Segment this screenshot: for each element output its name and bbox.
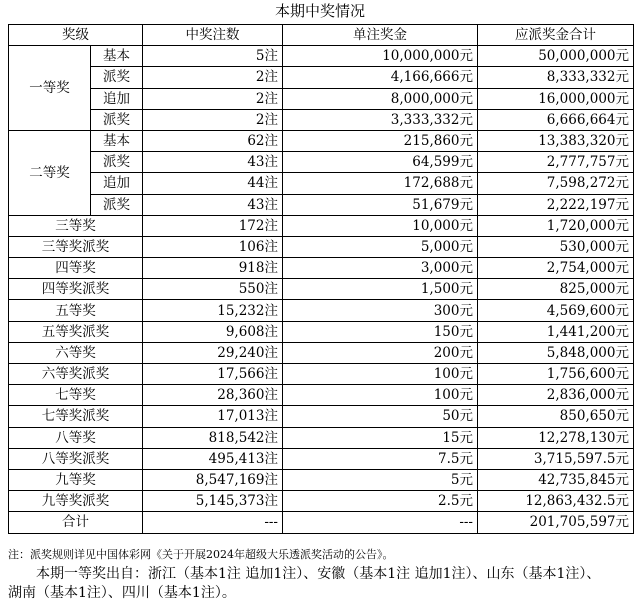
table-header-row: [9, 25, 634, 46]
table-row: [9, 427, 634, 448]
table-row: [9, 300, 634, 321]
prize-level-name: 四等奖派奖: [9, 279, 143, 300]
winner-count: 918注: [143, 258, 283, 279]
total-prize: 12,863,432.5元: [478, 491, 634, 512]
winner-count: 106注: [143, 236, 283, 257]
total-prize: 825,000元: [478, 279, 634, 300]
table-row: [9, 364, 634, 385]
winner-count: 43注: [143, 152, 283, 173]
table-row: [9, 215, 634, 236]
total-label: 合计: [9, 512, 143, 533]
single-prize: 51,679元: [283, 194, 478, 215]
table-row: [9, 342, 634, 363]
single-prize: 10,000,000元: [283, 46, 478, 67]
total-prize: 2,777,757元: [478, 152, 634, 173]
prize-sub-type: 基本: [91, 130, 143, 151]
winners-paragraph: [8, 565, 633, 603]
prize-level-name: 四等奖: [9, 258, 143, 279]
single-prize: 3,000元: [283, 258, 478, 279]
header-level: 奖级: [9, 25, 143, 46]
table-row: [9, 469, 634, 490]
winner-count: 17,013注: [143, 406, 283, 427]
table-row: [9, 109, 634, 130]
total-prize: 13,383,320元: [478, 130, 634, 151]
total-prize: 530,000元: [478, 236, 634, 257]
winner-count: 2注: [143, 67, 283, 88]
winner-count: 172注: [143, 215, 283, 236]
prize-table: [8, 24, 634, 534]
prize-level-name: 二等奖: [9, 130, 91, 215]
table-row: [9, 236, 634, 257]
header-prize: 单注奖金: [283, 25, 478, 46]
winner-count: 29,240注: [143, 342, 283, 363]
single-prize: 3,333,332元: [283, 109, 478, 130]
single-prize: 8,000,000元: [283, 88, 478, 109]
table-row: [9, 152, 634, 173]
prize-level-name: 九等奖派奖: [9, 491, 143, 512]
total-prize: 2,836,000元: [478, 385, 634, 406]
single-prize: 100元: [283, 364, 478, 385]
total-single-prize: ---: [283, 512, 478, 533]
prize-level-name: 八等奖: [9, 427, 143, 448]
single-prize: 15元: [283, 427, 478, 448]
winner-count: 15,232注: [143, 300, 283, 321]
single-prize: 200元: [283, 342, 478, 363]
total-prize: 1,720,000元: [478, 215, 634, 236]
prize-level-name: 七等奖派奖: [9, 406, 143, 427]
single-prize: 150元: [283, 321, 478, 342]
table-row: [9, 46, 634, 67]
single-prize: 4,166,666元: [283, 67, 478, 88]
prize-level-name: 三等奖: [9, 215, 143, 236]
total-prize: 7,598,272元: [478, 173, 634, 194]
table-row: [9, 173, 634, 194]
single-prize: 50元: [283, 406, 478, 427]
winners-line-2: 湖南（基本1注）、四川（基本1注）。: [8, 585, 236, 601]
winners-line-1: 本期一等奖出自：浙江（基本1注 追加1注）、安徽（基本1注 追加1注）、山东（基本1注）、: [36, 566, 601, 582]
winner-count: 5,145,373注: [143, 491, 283, 512]
table-row: [9, 88, 634, 109]
prize-sub-type: 派奖: [91, 194, 143, 215]
total-prize: 16,000,000元: [478, 88, 634, 109]
table-row: [9, 385, 634, 406]
single-prize: 2.5元: [283, 491, 478, 512]
prize-sub-type: 派奖: [91, 109, 143, 130]
single-prize: 1,500元: [283, 279, 478, 300]
winner-count: 44注: [143, 173, 283, 194]
header-count: 中奖注数: [143, 25, 283, 46]
total-prize: 1,441,200元: [478, 321, 634, 342]
table-row: [9, 194, 634, 215]
total-row: [9, 512, 634, 533]
winner-count: 17,566注: [143, 364, 283, 385]
winner-count: 2注: [143, 109, 283, 130]
single-prize: 5元: [283, 469, 478, 490]
total-prize: 2,222,197元: [478, 194, 634, 215]
prize-level-name: 九等奖: [9, 469, 143, 490]
table-row: [9, 130, 634, 151]
single-prize: 7.5元: [283, 448, 478, 469]
prize-sub-type: 追加: [91, 173, 143, 194]
total-prize: 1,756,600元: [478, 364, 634, 385]
total-prize: 8,333,332元: [478, 67, 634, 88]
prize-sub-type: 派奖: [91, 67, 143, 88]
single-prize: 100元: [283, 385, 478, 406]
prize-level-name: 七等奖: [9, 385, 143, 406]
table-row: [9, 448, 634, 469]
winner-count: 5注: [143, 46, 283, 67]
winner-count: 550注: [143, 279, 283, 300]
total-prize: 12,278,130元: [478, 427, 634, 448]
table-body: [9, 46, 634, 533]
prize-level-name: 八等奖派奖: [9, 448, 143, 469]
total-prize: 6,666,664元: [478, 109, 634, 130]
prize-sub-type: 基本: [91, 46, 143, 67]
total-count: ---: [143, 512, 283, 533]
total-prize: 5,848,000元: [478, 342, 634, 363]
prize-sub-type: 派奖: [91, 152, 143, 173]
prize-level-name: 三等奖派奖: [9, 236, 143, 257]
grand-total: 201,705,597元: [478, 512, 634, 533]
winner-count: 495,413注: [143, 448, 283, 469]
table-row: [9, 321, 634, 342]
table-row: [9, 491, 634, 512]
prize-sub-type: 追加: [91, 88, 143, 109]
table-row: [9, 258, 634, 279]
total-prize: 4,569,600元: [478, 300, 634, 321]
single-prize: 10,000元: [283, 215, 478, 236]
single-prize: 172,688元: [283, 173, 478, 194]
winner-count: 8,547,169注: [143, 469, 283, 490]
winner-count: 43注: [143, 194, 283, 215]
prize-level-name: 一等奖: [9, 46, 91, 131]
winner-count: 62注: [143, 130, 283, 151]
table-row: [9, 67, 634, 88]
table-row: [9, 279, 634, 300]
winner-count: 28,360注: [143, 385, 283, 406]
table-row: [9, 406, 634, 427]
page-title: 本期中奖情况: [274, 2, 365, 20]
single-prize: 215,860元: [283, 130, 478, 151]
total-prize: 850,650元: [478, 406, 634, 427]
single-prize: 300元: [283, 300, 478, 321]
footnote: 注：派奖规则详见中国体彩网《关于开展2024年超级大乐透派奖活动的公告》。: [8, 548, 394, 561]
prize-level-name: 六等奖派奖: [9, 364, 143, 385]
single-prize: 5,000元: [283, 236, 478, 257]
prize-level-name: 五等奖派奖: [9, 321, 143, 342]
winner-count: 2注: [143, 88, 283, 109]
total-prize: 2,754,000元: [478, 258, 634, 279]
total-prize: 42,735,845元: [478, 469, 634, 490]
total-prize: 50,000,000元: [478, 46, 634, 67]
winner-count: 818,542注: [143, 427, 283, 448]
total-prize: 3,715,597.5元: [478, 448, 634, 469]
prize-level-name: 五等奖: [9, 300, 143, 321]
winner-count: 9,608注: [143, 321, 283, 342]
single-prize: 64,599元: [283, 152, 478, 173]
header-total: 应派奖金合计: [478, 25, 634, 46]
prize-level-name: 六等奖: [9, 342, 143, 363]
